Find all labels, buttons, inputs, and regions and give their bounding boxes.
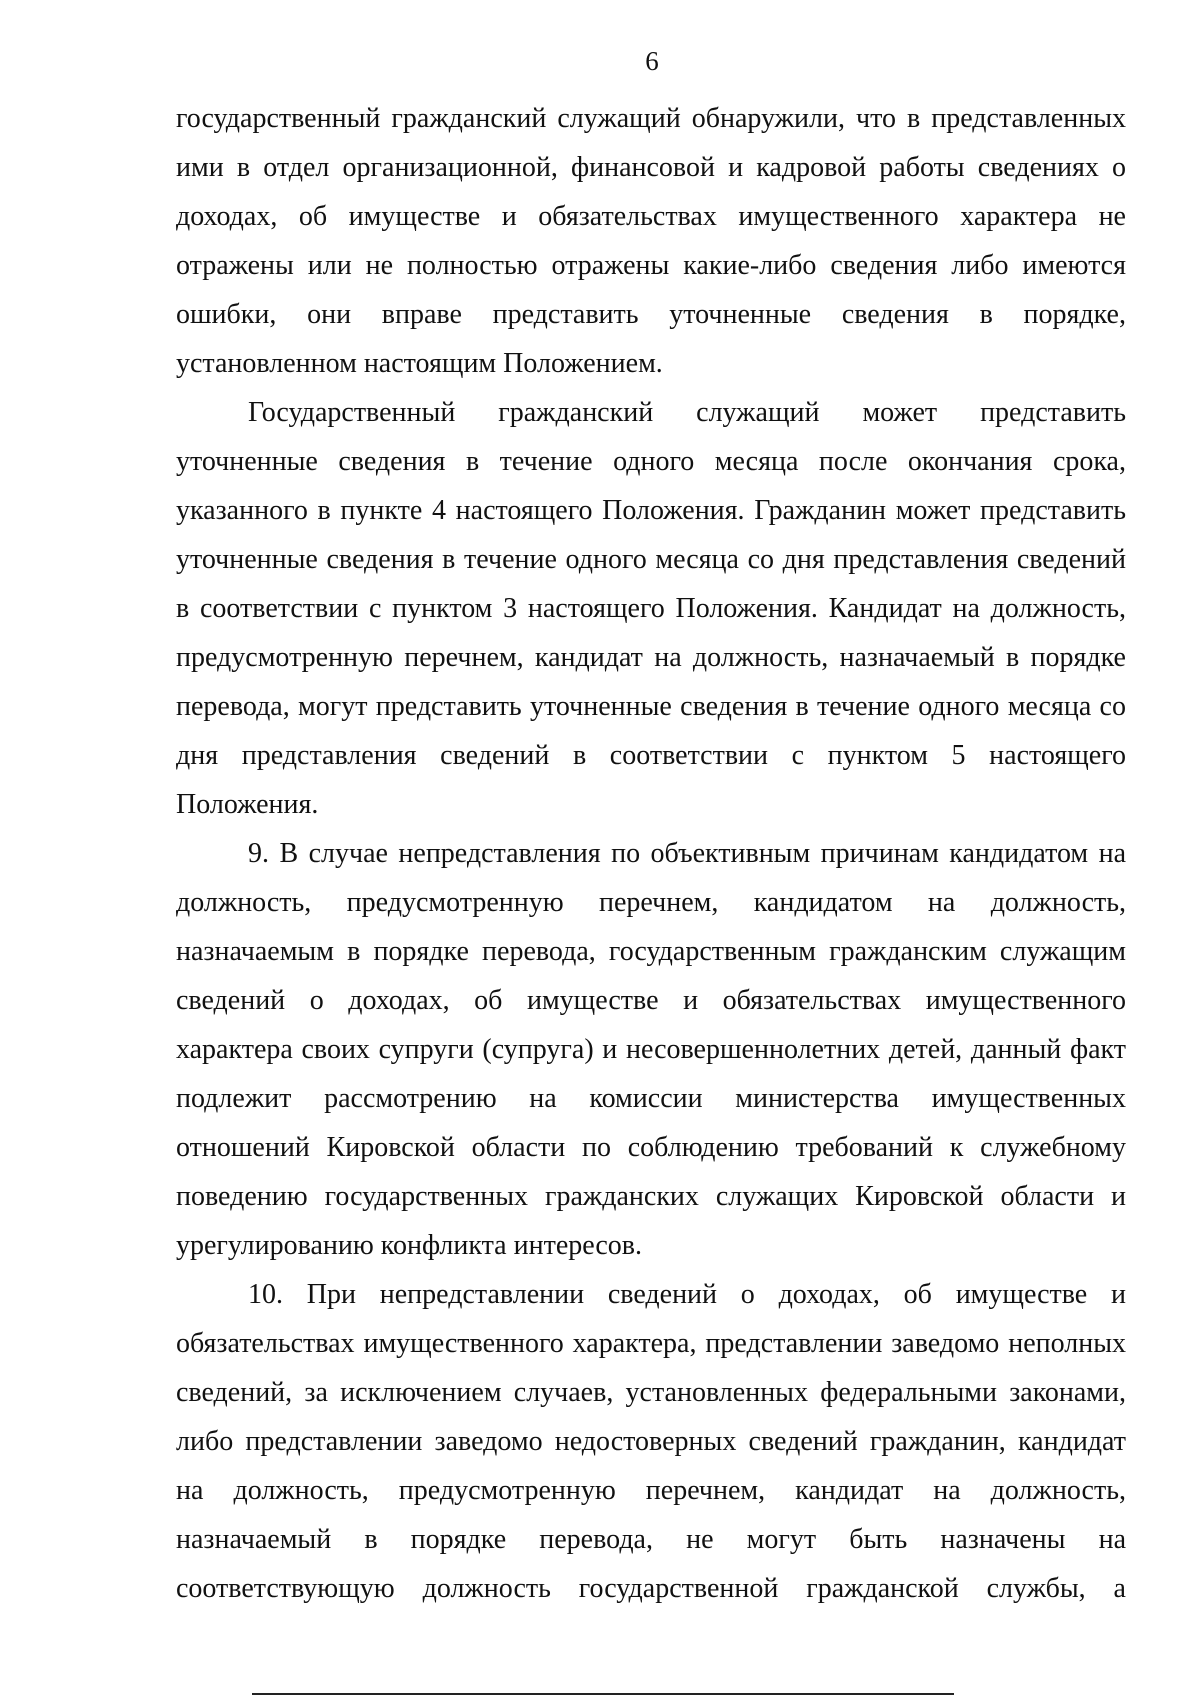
- paragraph-item-9: 9. В случае непредставления по объективным причинам кандидатом на должность, предусмотренную перечнем, кандидатом на должность, назначаемым в порядке перевода, государственным гражданским служащим сведений о доходах, об имуществе и обязательствах имущественного характера своих супруги (супруга) и несовершеннолетних детей, данный факт подлежит рассмотрению на комиссии министерства имущественных отношений Кировской области по соблюдению требований к служебному поведению государственных гражданских служащих Кировской области и урегулированию конфликта интересов.: [176, 838, 1126, 1261]
- paragraph-item-10: 10. При непредставлении сведений о доходах, об имуществе и обязательствах имущественного характера, представлении заведомо неполных сведений, за исключением случаев, установленных федеральными законами, либо представлении заведомо недостоверных сведений гражданин, кандидат на должность, предусмотренную перечнем, кандидат на должность, назначаемый в порядке перевода, не могут быть назначены на соответствующую должность государственной гражданской службы, а: [176, 1279, 1126, 1604]
- page-number: 6: [645, 46, 659, 76]
- paragraph-continuation: государственный гражданский служащий обнаружили, что в представленных ими в отдел организационной, финансовой и кадровой работы сведениях о доходах, об имуществе и обязательствах имущественного характера не отражены или не полностью отражены какие-либо сведения либо имеются ошибки, они вправе представить уточненные сведения в порядке, установленном настоящим Положением.: [176, 103, 1126, 379]
- document-body: [176, 94, 1126, 1613]
- paragraph-clarified-info: Государственный гражданский служащий может представить уточненные сведения в течение одного месяца после окончания срока, указанного в пункте 4 настоящего Положения. Гражданин может представить уточненные сведения в течение одного месяца со дня представления сведений в соответствии с пунктом 3 настоящего Положения. Кандидат на должность, предусмотренную перечнем, кандидат на должность, назначаемый в порядке перевода, могут представить уточненные сведения в течение одного месяца со дня представления сведений в соответствии с пунктом 5 настоящего Положения.: [176, 397, 1126, 820]
